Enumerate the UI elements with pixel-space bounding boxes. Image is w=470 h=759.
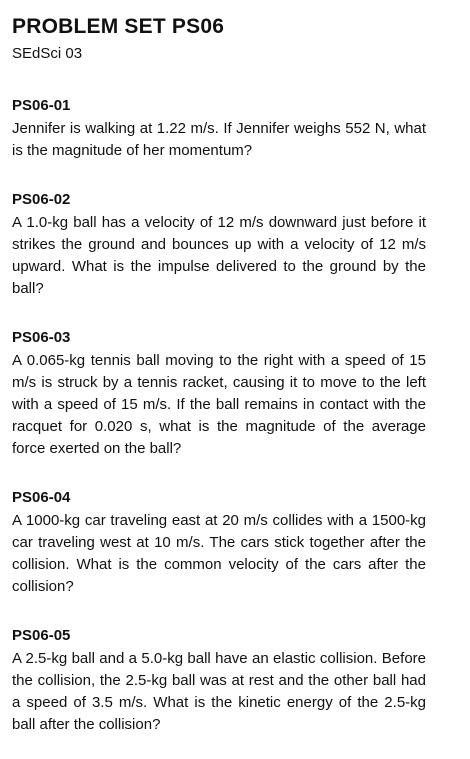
problem-id: PS06-02 xyxy=(12,191,71,208)
problem-id: PS06-03 xyxy=(12,329,71,346)
problem-id: PS06-01 xyxy=(12,97,71,114)
problem-text: Jennifer is walking at 1.22 m/s. If Jennifer weighs 552 N, what is the magnitude of her momentum? xyxy=(12,120,426,159)
page-title: PROBLEM SET PS06 xyxy=(12,15,225,38)
problem-text: A 1.0-kg ball has a velocity of 12 m/s downward just before it strikes the ground and bounces up with a velocity of 12 m/s upward. What is the impulse delivered to the ground by the ball? xyxy=(12,214,426,297)
page-subtitle: SEdSci 03 xyxy=(12,45,83,62)
problem-5 xyxy=(12,626,426,736)
problem-4 xyxy=(12,488,426,598)
problem-id: PS06-05 xyxy=(12,627,71,644)
document-page xyxy=(12,14,426,736)
problem-2 xyxy=(12,190,426,300)
problem-text: A 2.5-kg ball and a 5.0-kg ball have an elastic collision. Before the collision, the 2.5-kg ball was at rest and the other ball had a speed of 3.5 m/s. What is the kinetic energy of the 2.5-kg ball after the collision? xyxy=(12,650,426,733)
problem-3 xyxy=(12,328,426,460)
problem-1 xyxy=(12,96,426,162)
problem-text: A 0.065-kg tennis ball moving to the right with a speed of 15 m/s is struck by a tennis racket, causing it to move to the left with a speed of 15 m/s. If the ball remains in contact with the racquet for 0.020 s, what is the magnitude of the average force exerted on the ball? xyxy=(12,352,426,457)
problem-text: A 1000-kg car traveling east at 20 m/s collides with a 1500-kg car traveling west at 10 m/s. The cars stick together after the collision. What is the common velocity of the cars after the collision? xyxy=(12,512,426,595)
problem-id: PS06-04 xyxy=(12,489,71,506)
